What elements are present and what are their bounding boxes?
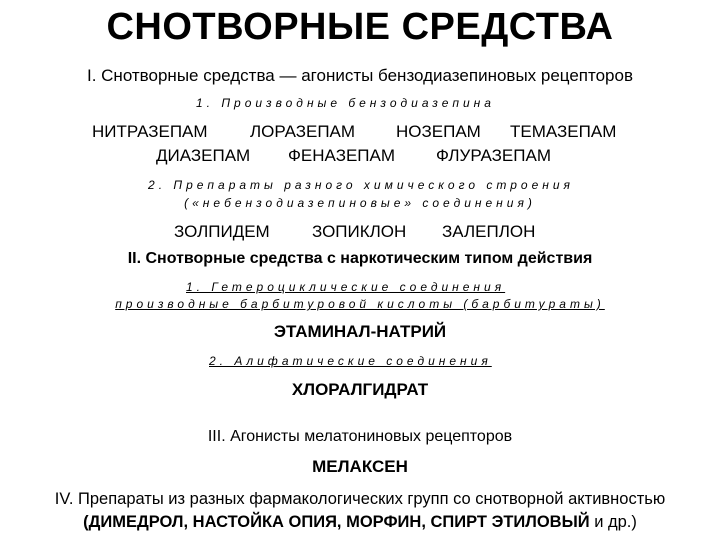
drug-nitrazepam: НИТРАЗЕПАМ	[92, 122, 208, 141]
section-1-group-1-label: 1. Производные бензодиазепина	[196, 96, 495, 110]
section-1-group-2-label-line-2: («небензодиазепиновые» соединения)	[184, 196, 536, 210]
drug-flurazepam: ФЛУРАЗЕПАМ	[436, 146, 551, 165]
section-4-examples	[0, 513, 720, 532]
section-4-examples-list: (ДИМЕДРОЛ, НАСТОЙКА ОПИЯ, МОРФИН, СПИРТ ЭТИЛОВЫЙ	[83, 513, 590, 531]
drug-zolpidem: ЗОЛПИДЕМ	[174, 222, 270, 241]
drug-temazepam: ТЕМАЗЕПАМ	[510, 122, 617, 141]
drug-etaminal-sodium: ЭТАМИНАЛ-НАТРИЙ	[273, 322, 447, 341]
section-1-heading: I. Снотворные средства — агонисты бензодиазепиновых рецепторов	[86, 66, 633, 85]
section-2-group-1-label-line-1: 1. Гетероциклические соединения	[186, 280, 506, 294]
drug-phenazepam: ФЕНАЗЕПАМ	[288, 146, 396, 165]
section-2-group-1-label-line-2: производные барбитуровой кислоты (барбитураты)	[115, 297, 605, 311]
section-4-heading: IV. Препараты из разных фармакологических групп со снотворной активностью	[54, 490, 666, 508]
drug-diazepam: ДИАЗЕПАМ	[156, 146, 251, 165]
drug-melaxen: МЕЛАКСЕН	[312, 457, 408, 476]
non-benzodiazepine-row	[0, 222, 720, 242]
drug-lorazepam: ЛОРАЗЕПАМ	[250, 122, 356, 141]
drug-zopiclone: ЗОПИКЛОН	[312, 222, 407, 241]
section-1-group-2-label-line-1: 2. Препараты разного химического строения	[148, 178, 574, 192]
section-3-heading: III. Агонисты мелатониновых рецепторов	[207, 428, 513, 445]
section-4-examples-tail: и др.)	[589, 513, 637, 531]
drug-zaleplon: ЗАЛЕПЛОН	[442, 222, 536, 241]
section-2-group-2-label: 2. Алифатические соединения	[209, 354, 492, 368]
page-title: СНОТВОРНЫЕ СРЕДСТВА	[106, 6, 614, 48]
drug-chloral-hydrate: ХЛОРАЛГИДРАТ	[291, 380, 429, 399]
benzodiazepine-row-1	[0, 122, 720, 142]
drug-nozepam: НОЗЕПАМ	[396, 122, 481, 141]
section-2-heading: II. Снотворные средства с наркотическим типом действия	[127, 250, 593, 267]
benzodiazepine-row-2	[0, 146, 720, 166]
